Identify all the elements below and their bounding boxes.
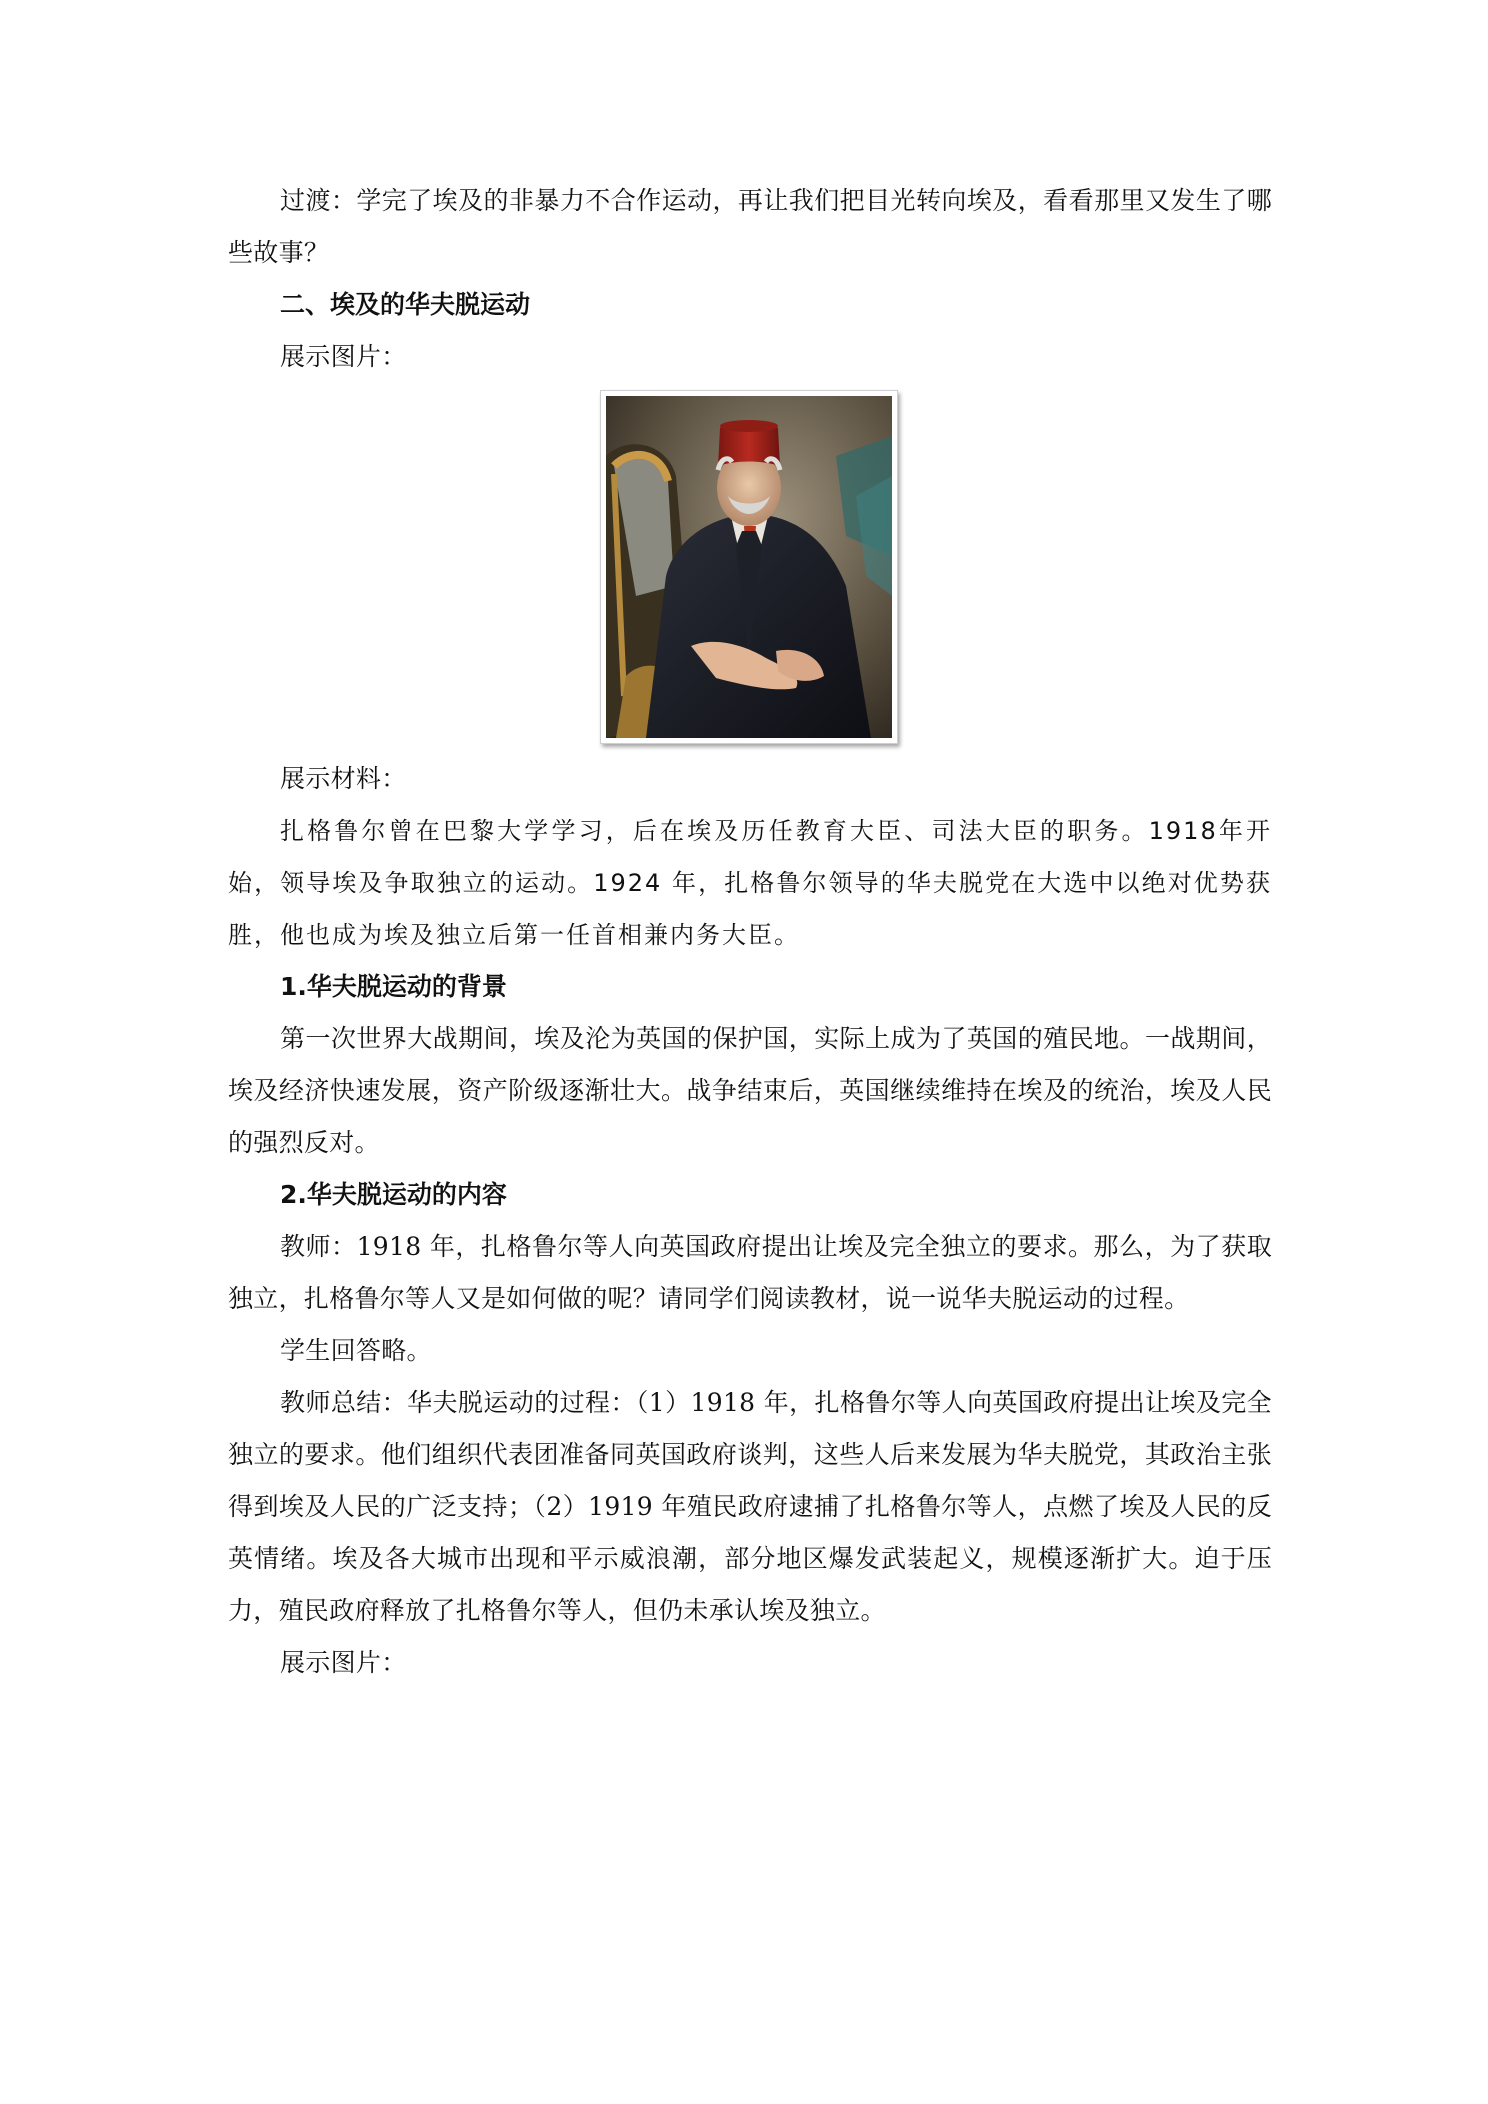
transition-paragraph: 过渡：学完了埃及的非暴力不合作运动，再让我们把目光转向埃及，看看那里又发生了哪些故事？ — [228, 186, 1272, 267]
show-picture-label: 展示图片： — [280, 342, 407, 371]
show-material-label: 展示材料： — [280, 764, 407, 793]
portrait-painting — [606, 396, 892, 738]
content-heading: 2.华夫脱运动的内容 — [280, 1180, 507, 1209]
section-title: 二、埃及的华夫脱运动 — [280, 290, 531, 319]
upper-text-block — [228, 175, 1272, 383]
teacher-summary-paragraph: 教师总结：华夫脱运动的过程：（1）1918 年，扎格鲁尔等人向英国政府提出让埃及完全独立的要求。他们组织代表团准备同英国政府谈判，这些人后来发展为华夫脱党，其政治主张得到埃及人民的广泛支持；（2）1919 年殖民政府逮捕了扎格鲁尔等人，点燃了埃及人民的反英情绪。埃及各大城市出现和平示威浪潮，部分地区爆发武装起义，规模逐渐扩大。迫于压力，殖民政府释放了扎格鲁尔等人，但仍未承认埃及独立。 — [228, 1388, 1272, 1625]
background-paragraph: 第一次世界大战期间，埃及沦为英国的保护国，实际上成为了英国的殖民地。一战期间，埃及经济快速发展，资产阶级逐渐壮大。战争结束后，英国继续维持在埃及的统治，埃及人民的强烈反对。 — [228, 1024, 1272, 1157]
zaghloul-portrait — [600, 390, 898, 744]
teacher-question-paragraph: 教师：1918 年，扎格鲁尔等人向英国政府提出让埃及完全独立的要求。那么，为了获取独立，扎格鲁尔等人又是如何做的呢？请同学们阅读教材，说一说华夫脱运动的过程。 — [228, 1232, 1272, 1313]
lower-text-block — [228, 753, 1272, 1689]
student-answer-paragraph: 学生回答略。 — [280, 1336, 432, 1365]
background-heading: 1.华夫脱运动的背景 — [280, 972, 507, 1001]
material-paragraph: 扎格鲁尔曾在巴黎大学学习，后在埃及历任教育大臣、司法大臣的职务。1918年开始，领导埃及争取独立的运动。1924 年，扎格鲁尔领导的华夫脱党在大选中以绝对优势获胜，他也成为埃及独立后第一任首相兼内务大臣。 — [228, 817, 1272, 949]
show-picture-label-2: 展示图片： — [280, 1648, 407, 1677]
